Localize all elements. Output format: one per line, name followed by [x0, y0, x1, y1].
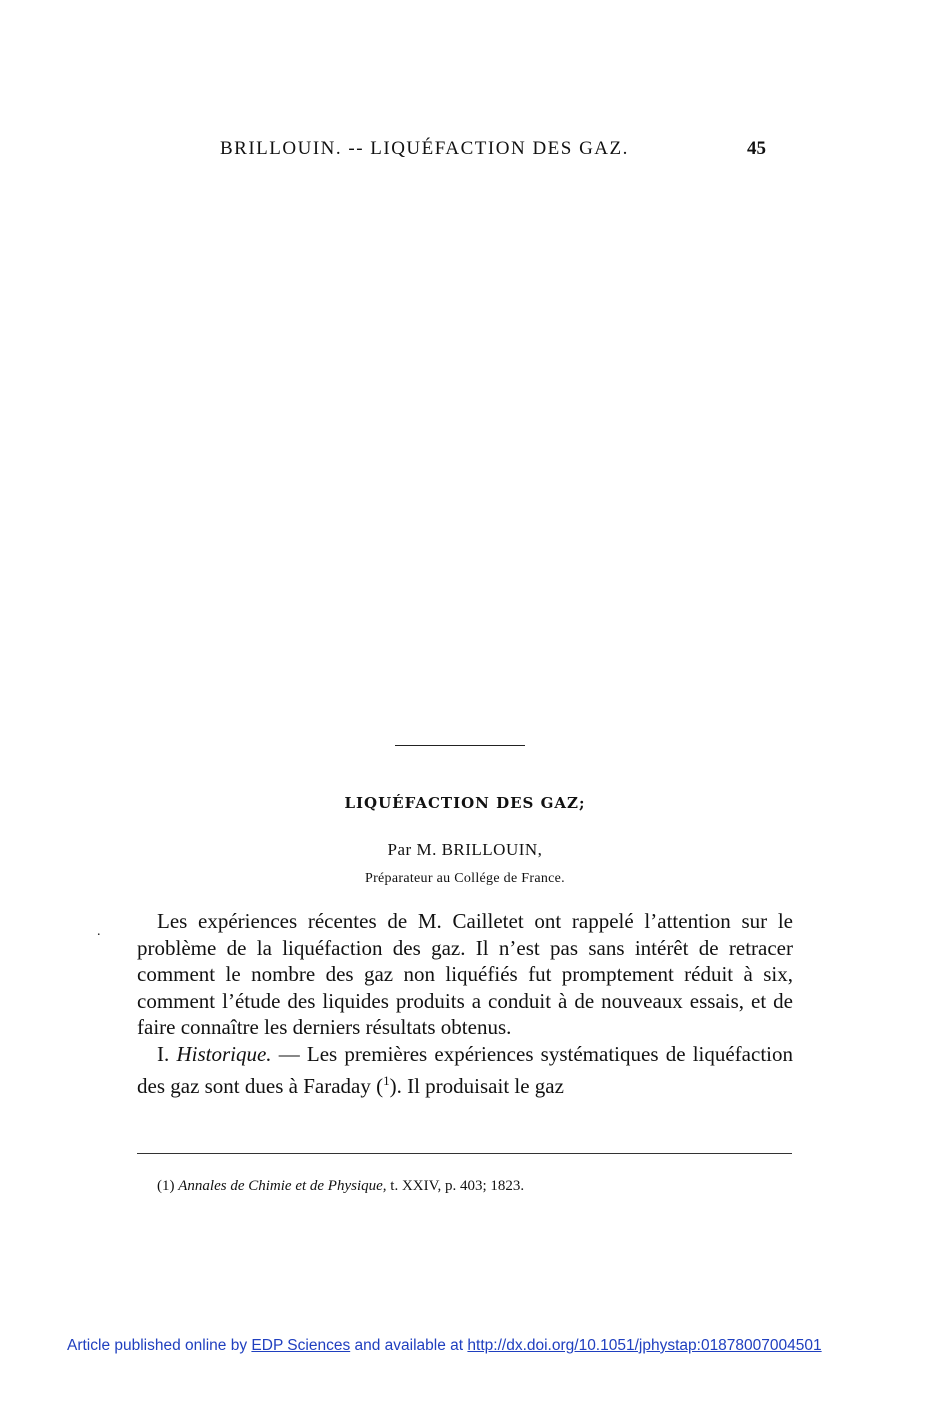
footnote	[157, 1178, 524, 1195]
section-text-end: ). Il produisait le gaz	[389, 1073, 564, 1098]
publisher-link[interactable]: EDP Sciences	[251, 1337, 351, 1354]
publisher-prefix: Article published online by	[67, 1337, 248, 1354]
footnote-reference: 1	[383, 1072, 390, 1088]
title-divider	[395, 745, 525, 746]
page-number: 45	[747, 138, 766, 159]
running-head-title: BRILLOUIN. -- LIQUÉFACTION DES GAZ.	[220, 138, 629, 159]
body-paragraph-intro: Les expériences récentes de M. Cailletet ont rappelé l’attention sur le problème de la liquéfaction des gaz. Il n’est pas sans intérêt de retracer comment le nombre des gaz non liquéfiés fut promptement réduit à six, comment l’étude des liquides produits a conduit à de nouveaux essais, et de faire connaître les derniers résultats obtenus.	[137, 909, 793, 1040]
margin-mark: .	[97, 924, 101, 939]
footnote-details: t. XXIV, p. 403; 1823.	[390, 1178, 525, 1194]
footnote-source: Annales de Chimie et de Physique,	[178, 1178, 387, 1194]
section-text-start: — Les premières expériences systématiques de liquéfaction des gaz sont dues à Faraday (	[137, 1041, 793, 1098]
publisher-middle: and available at	[354, 1337, 464, 1354]
article-author: Par M. BRILLOUIN,	[387, 840, 543, 859]
article-body	[137, 908, 793, 1099]
section-heading: Historique.	[176, 1041, 272, 1066]
author-affiliation: Préparateur au Collége de France.	[365, 871, 565, 886]
doi-link[interactable]: http://dx.doi.org/10.1051/jphystap:01878007004501	[467, 1337, 822, 1354]
footnote-marker: (1)	[157, 1178, 175, 1194]
body-paragraph-historique	[137, 1041, 793, 1099]
section-number: I.	[157, 1041, 170, 1066]
footnote-divider	[137, 1153, 792, 1154]
publisher-notice	[67, 1337, 822, 1355]
article-title: LIQUÉFACTION DES GAZ;	[344, 794, 586, 812]
